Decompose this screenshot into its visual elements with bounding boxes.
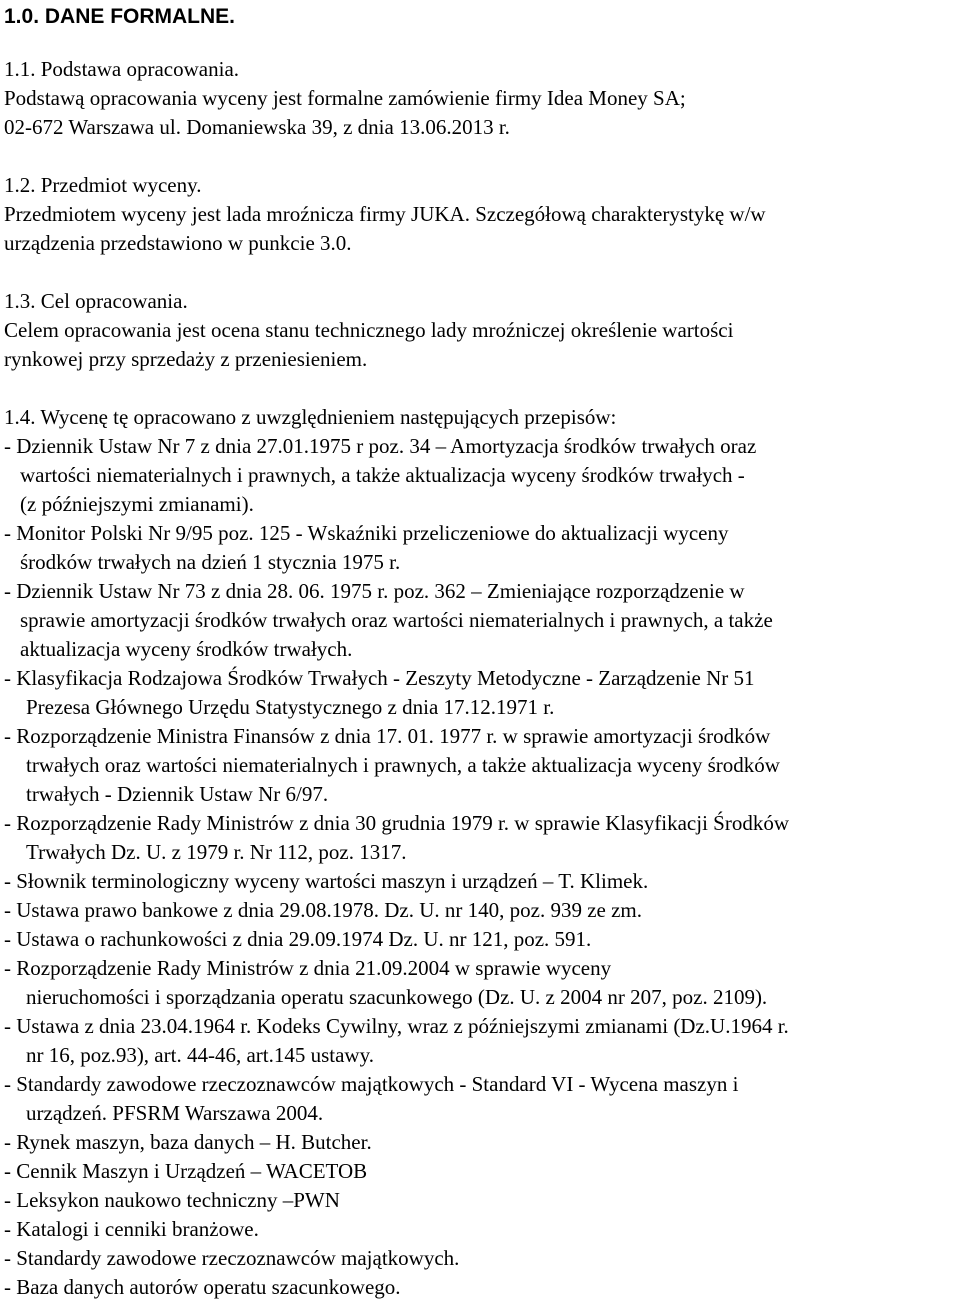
list-item: - Dziennik Ustaw Nr 7 z dnia 27.01.1975 r poz. 34 – Amortyzacja środków trwałych oraz bbox=[4, 434, 757, 458]
list-item: - Rozporządzenie Rady Ministrów z dnia 21.09.2004 w sprawie wyceny bbox=[4, 956, 612, 980]
list-item-continuation: aktualizacja wyceny środków trwałych. bbox=[20, 637, 353, 661]
list-item-continuation: (z późniejszymi zmianami). bbox=[20, 492, 254, 516]
subsection-title-1-3: 1.3. Cel opracowania. bbox=[4, 289, 188, 313]
list-item: - Ustawa z dnia 23.04.1964 r. Kodeks Cywilny, wraz z późniejszymi zmianami (Dz.U.1964 r. bbox=[4, 1014, 789, 1038]
list-item: - Monitor Polski Nr 9/95 poz. 125 - Wskaźniki przeliczeniowe do aktualizacji wyceny bbox=[4, 521, 729, 545]
list-item-continuation: trwałych - Dziennik Ustaw Nr 6/97. bbox=[26, 782, 329, 806]
list-item: - Ustawa o rachunkowości z dnia 29.09.1974 Dz. U. nr 121, poz. 591. bbox=[4, 927, 592, 951]
paragraph-line: Przedmiotem wyceny jest lada mroźnicza firmy JUKA. Szczegółową charakterystykę w/w bbox=[4, 202, 766, 226]
list-item: - Katalogi i cenniki branżowe. bbox=[4, 1217, 259, 1241]
paragraph-line: urządzenia przedstawiono w punkcie 3.0. bbox=[4, 231, 352, 255]
list-item: - Leksykon naukowo techniczny –PWN bbox=[4, 1188, 340, 1212]
paragraph-line: Podstawą opracowania wyceny jest formalne zamówienie firmy Idea Money SA; bbox=[4, 86, 686, 110]
list-item: - Cennik Maszyn i Urządzeń – WACETOB bbox=[4, 1159, 368, 1183]
list-item: - Ustawa prawo bankowe z dnia 29.08.1978. Dz. U. nr 140, poz. 939 ze zm. bbox=[4, 898, 642, 922]
list-item-continuation: Trwałych Dz. U. z 1979 r. Nr 112, poz. 1317. bbox=[26, 840, 407, 864]
list-item-continuation: trwałych oraz wartości niematerialnych i prawnych, a także aktualizacja wyceny środków bbox=[26, 753, 780, 777]
list-item: - Rozporządzenie Rady Ministrów z dnia 30 grudnia 1979 r. w sprawie Klasyfikacji Środków bbox=[4, 811, 789, 835]
section-heading: 1.0. DANE FORMALNE. bbox=[4, 5, 236, 28]
list-item: - Standardy zawodowe rzeczoznawców majątkowych - Standard VI - Wycena maszyn i bbox=[4, 1072, 739, 1096]
list-item: - Standardy zawodowe rzeczoznawców majątkowych. bbox=[4, 1246, 460, 1270]
subsection-title-1-4: 1.4. Wycenę tę opracowano z uwzględnieniem następujących przepisów: bbox=[4, 405, 617, 429]
paragraph-line: rynkowej przy sprzedaży z przeniesieniem. bbox=[4, 347, 368, 371]
list-item-continuation: środków trwałych na dzień 1 stycznia 1975 r. bbox=[20, 550, 401, 574]
list-item-continuation: nieruchomości i sporządzania operatu szacunkowego (Dz. U. z 2004 nr 207, poz. 2109). bbox=[26, 985, 768, 1009]
list-item: - Rozporządzenie Ministra Finansów z dnia 17. 01. 1977 r. w sprawie amortyzacji środków bbox=[4, 724, 771, 748]
list-item: - Dziennik Ustaw Nr 73 z dnia 28. 06. 1975 r. poz. 362 – Zmieniające rozporządzenie w bbox=[4, 579, 745, 603]
list-item-continuation: nr 16, poz.93), art. 44-46, art.145 ustawy. bbox=[26, 1043, 374, 1067]
subsection-title-1-2: 1.2. Przedmiot wyceny. bbox=[4, 173, 202, 197]
subsection-title-1-1: 1.1. Podstawa opracowania. bbox=[4, 57, 240, 81]
list-item: - Baza danych autorów operatu szacunkowego. bbox=[4, 1275, 401, 1299]
list-item-continuation: urządzeń. PFSRM Warszawa 2004. bbox=[26, 1101, 324, 1125]
list-item-continuation: sprawie amortyzacji środków trwałych oraz wartości niematerialnych i prawnych, a także bbox=[20, 608, 773, 632]
list-item: - Słownik terminologiczny wyceny wartości maszyn i urządzeń – T. Klimek. bbox=[4, 869, 649, 893]
list-item: - Klasyfikacja Rodzajowa Środków Trwałych - Zeszyty Metodyczne - Zarządzenie Nr 51 bbox=[4, 666, 755, 690]
list-item-continuation: Prezesa Głównego Urzędu Statystycznego z dnia 17.12.1971 r. bbox=[26, 695, 555, 719]
paragraph-line: Celem opracowania jest ocena stanu technicznego lady mroźniczej określenie wartości bbox=[4, 318, 734, 342]
list-item: - Rynek maszyn, baza danych – H. Butcher. bbox=[4, 1130, 372, 1154]
paragraph-line: 02-672 Warszawa ul. Domaniewska 39, z dnia 13.06.2013 r. bbox=[4, 115, 510, 139]
list-item-continuation: wartości niematerialnych i prawnych, a także aktualizacja wyceny środków trwałych - bbox=[20, 463, 745, 487]
